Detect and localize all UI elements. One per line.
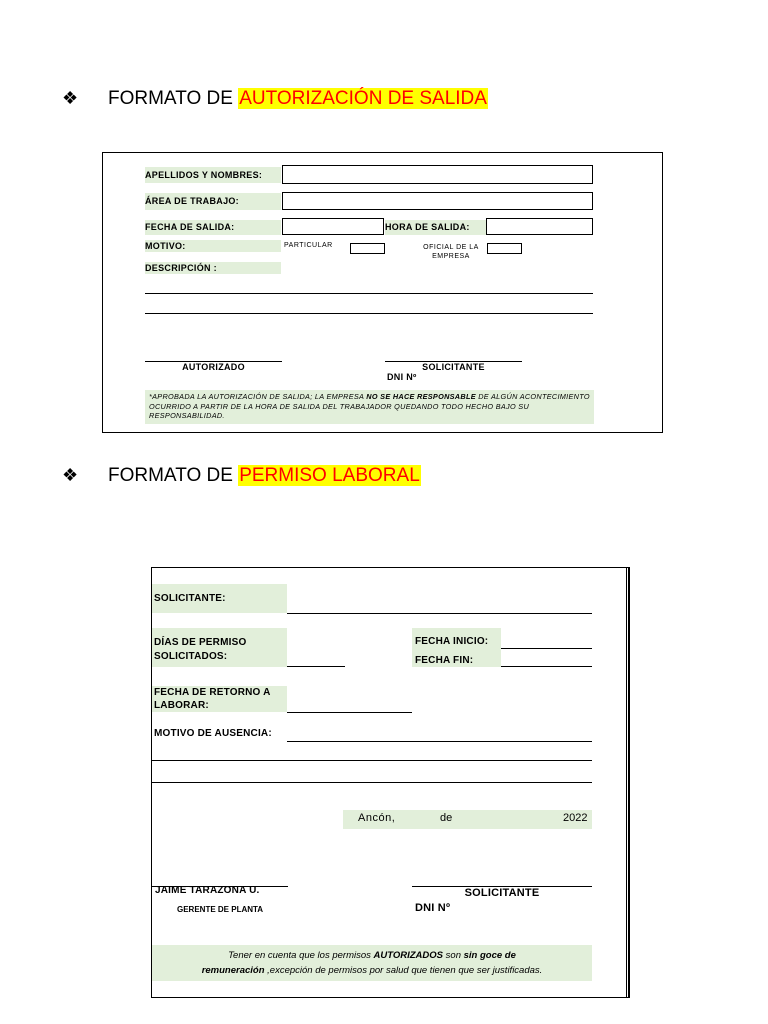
dias-field-line[interactable] <box>287 666 345 667</box>
fecha-fin-field-line[interactable] <box>501 666 592 667</box>
section2-heading <box>62 465 421 487</box>
solicitante-sign-label: SOLICITANTE <box>464 887 540 899</box>
hora-salida-field[interactable] <box>486 218 593 235</box>
fecha-salida-label: FECHA DE SALIDA: <box>145 220 281 235</box>
apellidos-label: APELLIDOS Y NOMBRES: <box>145 167 281 183</box>
solicitante-label: SOLICITANTE <box>422 362 485 372</box>
place-text: Ancón, <box>358 812 396 824</box>
oficial-checkbox[interactable] <box>487 243 522 254</box>
motivo-field-line[interactable] <box>287 741 592 742</box>
manager-name: JAIME TARAZONA U. <box>155 885 260 896</box>
form-edge <box>626 567 630 998</box>
descripcion-line-1[interactable] <box>145 293 593 294</box>
descripcion-line-2[interactable] <box>145 313 593 314</box>
descripcion-label: DESCRIPCIÓN : <box>145 262 281 274</box>
manager-title: GERENTE DE PLANTA <box>177 905 264 914</box>
diamond-bullet-icon: ❖ <box>62 88 79 108</box>
section2-heading-highlight: PERMISO LABORAL <box>239 465 420 486</box>
retorno-label: FECHA DE RETORNO A LABORAR: <box>152 686 287 712</box>
section1-heading-prefix: FORMATO DE <box>108 88 239 109</box>
fecha-salida-field[interactable] <box>282 218 384 235</box>
section1-heading-highlight: AUTORIZACIÓN DE SALIDA <box>239 88 487 109</box>
dni-label-2: DNI Nº <box>415 902 451 914</box>
dni-label: DNI Nº <box>387 372 417 382</box>
area-field[interactable] <box>282 192 593 210</box>
dias-label: DÍAS DE PERMISO SOLICITADOS: <box>152 628 287 667</box>
oficial-label: OFICIAL DE LA EMPRESA <box>423 244 479 260</box>
permit-note: Tener en cuenta que los permisos AUTORIZADOS son sin goce de remuneración ,excepción de permisos por salud que tienen que ser justificadas. <box>152 945 592 981</box>
area-label: ÁREA DE TRABAJO: <box>145 193 281 210</box>
section1-heading <box>62 88 488 110</box>
particular-label: PARTICULAR <box>284 242 333 249</box>
particular-checkbox[interactable] <box>350 243 385 254</box>
motivo-label: MOTIVO: <box>145 240 281 252</box>
fecha-inicio-fin-labels <box>412 628 501 667</box>
section2-heading-prefix: FORMATO DE <box>108 465 239 486</box>
disclaimer-note: *APROBADA LA AUTORIZACIÓN DE SALIDA; LA EMPRESA NO SE HACE RESPONSABLE DE ALGÚN ACONTECIMIENTO OCURRIDO A PARTIR DE LA HORA DE SALIDA DEL TRABAJADOR QUEDANDO TODO HECHO BAJO SU RESPONSABILIDAD. <box>145 390 594 424</box>
autorizado-label: AUTORIZADO <box>182 362 245 372</box>
fecha-inicio-label: FECHA INICIO: <box>415 636 489 647</box>
diamond-bullet-icon: ❖ <box>62 465 79 485</box>
year-text: 2022 <box>563 812 588 824</box>
apellidos-field[interactable] <box>282 165 593 184</box>
de-text: de <box>440 812 453 824</box>
fecha-inicio-field-line[interactable] <box>501 648 592 649</box>
motivo-ausencia-label: MOTIVO DE AUSENCIA: <box>154 728 272 739</box>
motivo-line-3[interactable] <box>152 782 592 783</box>
solicitante-label-2: SOLICITANTE: <box>152 584 287 613</box>
motivo-line-2[interactable] <box>152 760 592 761</box>
fecha-fin-label: FECHA FIN: <box>415 655 474 666</box>
solicitante-field-line[interactable] <box>287 613 592 614</box>
hora-salida-label: HORA DE SALIDA: <box>385 220 486 235</box>
retorno-field-line[interactable] <box>287 712 412 713</box>
